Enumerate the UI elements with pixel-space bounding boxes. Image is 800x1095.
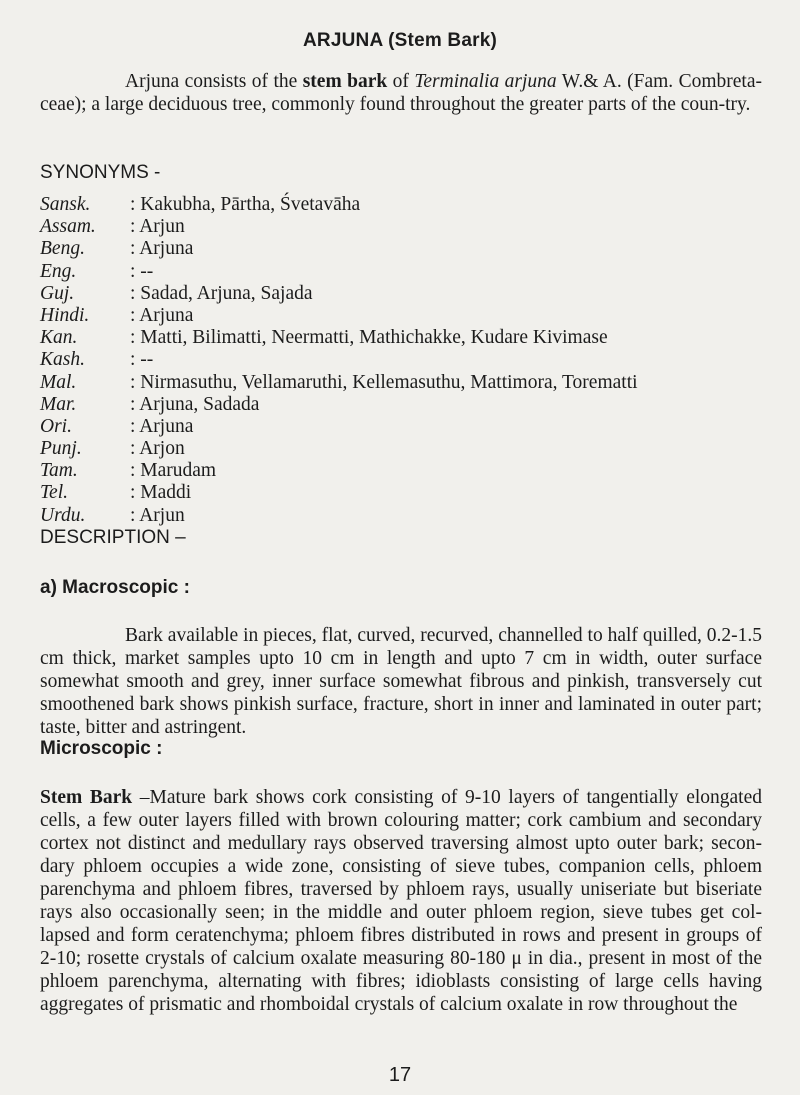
- synonym-value: : Arjun: [130, 216, 185, 238]
- synonym-language: Hindi.: [40, 304, 90, 326]
- synonym-language: Mal.: [40, 371, 77, 393]
- page-title: ARJUNA (Stem Bark): [303, 30, 497, 51]
- synonym-row: [40, 261, 770, 283]
- synonym-value: : Arjuna: [130, 415, 194, 437]
- synonym-row: [40, 327, 770, 349]
- microscopic-paragraph: [40, 786, 762, 1016]
- synonym-language: Kan.: [40, 327, 78, 349]
- synonym-value: : Kakubha, Pārtha, Śvetavāha: [130, 194, 361, 215]
- synonym-language: Guj.: [40, 282, 75, 304]
- synonym-value: : Nirmasuthu, Vellamaruthi, Kellemasuthu, Mattimora, Torematti: [130, 371, 638, 393]
- synonym-row: [40, 349, 770, 371]
- intro-text-after: W.& A. (Fam. Combreta-ceae); a large deciduous tree, commonly found throughout the greater parts of the coun-try.: [40, 71, 762, 115]
- synonym-row: [40, 305, 770, 327]
- synonym-row: [40, 505, 770, 527]
- synonym-language: Assam.: [40, 216, 96, 238]
- macroscopic-heading: a) Macroscopic :: [40, 577, 190, 598]
- synonym-value: : Arjuna: [130, 238, 194, 260]
- synonym-value: : --: [130, 349, 154, 371]
- synonym-row: [40, 372, 770, 394]
- synonym-value: : Matti, Bilimatti, Neermatti, Mathichakke, Kudare Kivimase: [130, 327, 608, 349]
- synonym-value: : Maddi: [130, 482, 192, 504]
- synonym-value: : Arjun: [130, 504, 185, 526]
- microscopic-text: –Mature bark shows cork consisting of 9-10 layers of tangentially elongated cells, a few outer layers filled with brown colouring matter; cork cambium and secondary cortex not distinct and medullary rays observed traversing almost upto outer bark; secon-dary phloem occupies a wide zone, consisting of sieve tubes, companion cells, phloem parenchyma and phloem fibres, traversed by phloem rays, usually uniseriate but biseriate rays also occasionally seen; in the middle and outer phloem region, sieve tubes get col-lapsed and form ceratenchyma; phloem fibres distributed in rows and present in groups of 2-10; rosette crystals of calcium oxalate measuring 80-180 μ in dia., present in most of the phloem parenchyma, alternating with fibres; idioblasts consisting of large cells having aggregates of prismatic and rhomboidal crystals of calcium oxalate in row throughout the: [40, 787, 762, 1015]
- description-heading: DESCRIPTION –: [40, 527, 186, 548]
- synonym-row: [40, 216, 770, 238]
- synonyms-list: [40, 194, 770, 527]
- intro-paragraph: [40, 70, 762, 116]
- synonym-value: : Arjon: [130, 438, 185, 460]
- synonym-language: Ori.: [40, 415, 72, 437]
- synonym-language: Sansk.: [40, 194, 91, 215]
- synonyms-heading: SYNONYMS -: [40, 162, 161, 183]
- synonym-value: : Arjuna, Sadada: [130, 393, 260, 415]
- synonym-language: Urdu.: [40, 504, 86, 526]
- microscopic-heading: Microscopic :: [40, 738, 163, 759]
- synonym-language: Beng.: [40, 238, 85, 260]
- synonym-row: [40, 238, 770, 260]
- intro-text-before: Arjuna consists of the: [125, 71, 303, 92]
- synonym-value: : --: [130, 260, 154, 282]
- synonym-language: Kash.: [40, 349, 85, 371]
- synonym-value: : Arjuna: [130, 304, 194, 326]
- synonym-row: [40, 416, 770, 438]
- page-number: 17: [388, 1064, 412, 1086]
- synonym-language: Tel.: [40, 482, 69, 504]
- synonym-row: [40, 194, 770, 216]
- synonym-value: : Marudam: [130, 460, 217, 482]
- synonym-row: [40, 460, 770, 482]
- synonym-row: [40, 438, 770, 460]
- intro-text-of: of: [387, 71, 415, 92]
- species-name: Terminalia arjuna: [414, 71, 557, 92]
- synonym-row: [40, 394, 770, 416]
- synonym-row: [40, 482, 770, 504]
- intro-stem-bark: stem bark: [302, 71, 388, 92]
- synonym-language: Punj.: [40, 438, 82, 460]
- synonym-value: : Sadad, Arjuna, Sajada: [130, 282, 313, 304]
- synonym-language: Eng.: [40, 260, 77, 282]
- synonym-language: Tam.: [40, 460, 78, 482]
- stem-bark-label: Stem Bark: [40, 787, 133, 808]
- macroscopic-paragraph: Bark available in pieces, flat, curved, recurved, channelled to half quilled, 0.2-1.5 cm thick, market samples upto 10 cm in length and upto 7 cm in width, outer surface somewhat smooth and grey, inner surface somewhat fibrous and pinkish, transversely cut smoothened bark shows pinkish surface, fracture, short in inner and laminated in outer part; taste, bitter and astringent.: [40, 625, 762, 738]
- synonym-row: [40, 283, 770, 305]
- synonym-language: Mar.: [40, 393, 77, 415]
